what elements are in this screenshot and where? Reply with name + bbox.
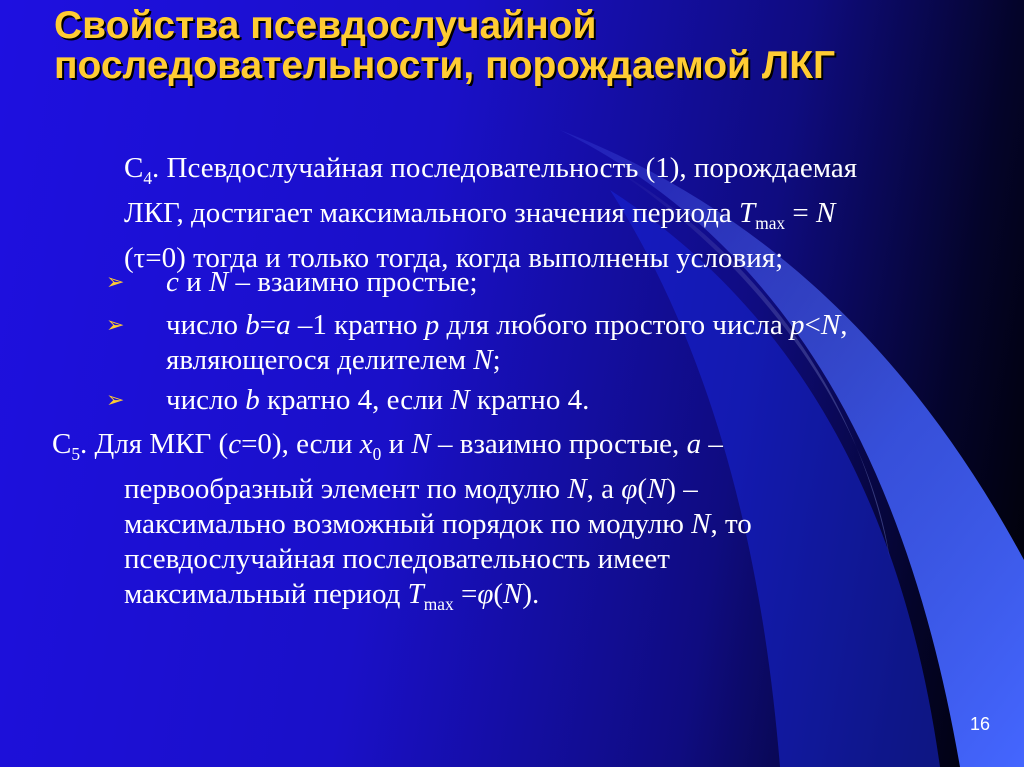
chevron-bullet-icon: ➢: [106, 388, 125, 413]
condition-bullet-1: ➢ c и N – взаимно простые;: [106, 266, 478, 298]
c4-line2: ЛКГ, достигает максимального значения периода $T_{max} = N$: [124, 196, 836, 233]
condition-bullet-2: ➢ число b=a –1 кратно p для любого простого числа p<N, являющегося делителем N;: [106, 309, 848, 376]
c5-line5: максимальный период $T_{max} =\varphi(N)$.: [124, 577, 540, 614]
c4-paragraph: [52, 151, 1024, 276]
condition-bullet-3: ➢ число b кратно 4, если N кратно 4.: [106, 384, 590, 416]
c5-line2: первообразный элемент по модулю N, а φ(N) –: [124, 472, 698, 505]
chevron-bullet-icon: ➢: [106, 270, 125, 295]
c5-line3: максимально возможный порядок по модулю N, то: [124, 507, 752, 540]
slide-title: Свойства псевдослучайной последовательности, порождаемой ЛКГ: [54, 4, 836, 87]
c5-line4: псевдослучайная последовательность имеет: [124, 542, 670, 575]
page-number: 16: [969, 714, 990, 734]
c5-paragraph: [52, 427, 952, 622]
chevron-bullet-icon: ➢: [106, 313, 125, 338]
c4-line1: $C_4$. Псевдослучайная последовательность (1), порождаемая: [124, 152, 858, 188]
c5-line1: $C_5$. Для МКГ (c=0), если $x_0$ и N – взаимно простые, a –: [52, 428, 723, 464]
c4-line3: (τ=0) тогда и только тогда, когда выполнены условия;: [124, 241, 784, 274]
